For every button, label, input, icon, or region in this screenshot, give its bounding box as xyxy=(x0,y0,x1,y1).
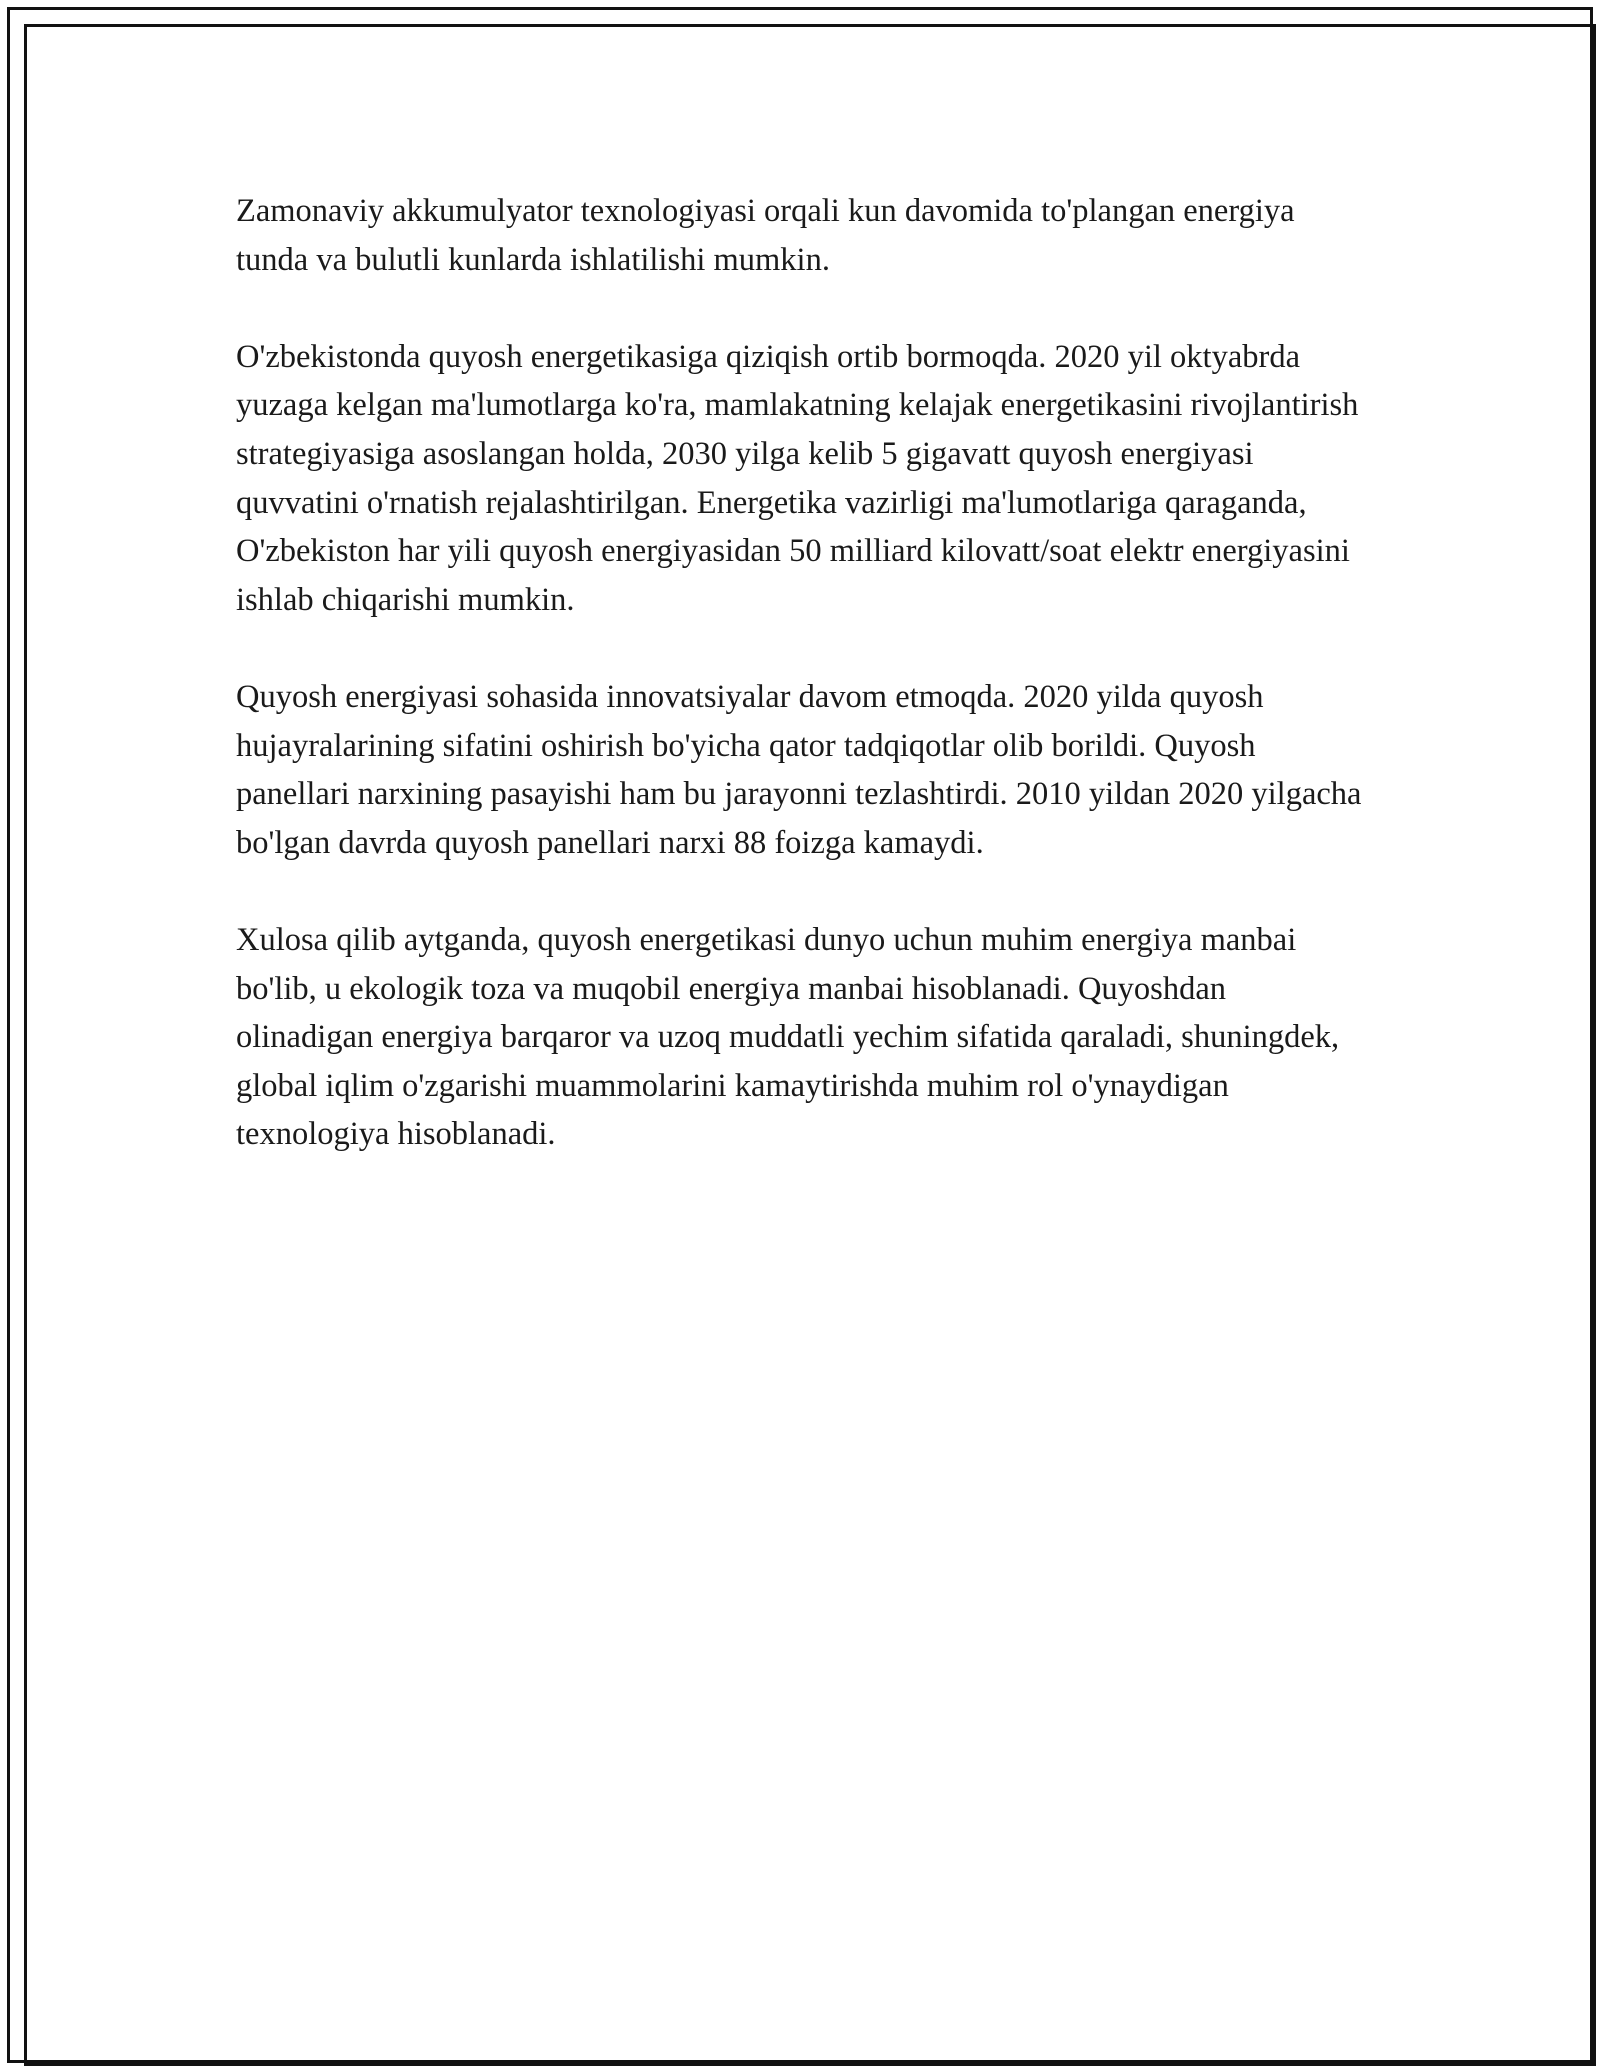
paragraph-conclusion: Xulosa qilib aytganda, quyosh energetikasi dunyo uchun muhim energiya manbai bo'lib, u ekologik toza va muqobil energiya manbai hisoblanadi. Quyoshdan olinadigan energiya barqaror va uzoq muddatli yechim sifatida qaraladi, shuningdek, global iqlim o'zgarishi muammolarini kamaytirishda muhim rol o'ynaydigan texnologiya hisoblanadi. xyxy=(236,921,1340,1153)
paragraph-solar-innovations: Quyosh energiyasi sohasida innovatsiyalar davom etmoqda. 2020 yilda quyosh hujayralarining sifatini oshirish bo'yicha qator tadqiqotlar olib borildi. Quyosh panellari narxining pasayishi ham bu jarayonni tezlashtirdi. 2010 yildan 2020 yilgacha bo'lgan davrda quyosh panellari narxi 88 foizga kamaydi. xyxy=(236,678,1362,861)
document-body xyxy=(236,187,1366,1159)
paragraph-uzbekistan-solar-plans: O'zbekistonda quyosh energetikasiga qiziqish ortib bormoqda. 2020 yil oktyabrda yuzaga kelgan ma'lumotlarga ko'ra, mamlakatning kelajak energetikasini rivojlantirish strategiyasiga asoslangan holda, 2030 yilga kelib 5 gigavatt quyosh energiyasi quvvatini o'rnatish rejalashtirilgan. Energetika vazirligi ma'lumotlariga qaraganda, O'zbekiston har yili quyosh energiyasidan 50 milliard kilovatt/soat elektr energiyasini ishlab chiqarishi mumkin. xyxy=(236,338,1359,618)
paragraph-battery-technology: Zamonaviy akkumulyator texnologiyasi orqali kun davomida to'plangan energiya tunda va bulutli kunlarda ishlatilishi mumkin. xyxy=(236,193,1295,278)
